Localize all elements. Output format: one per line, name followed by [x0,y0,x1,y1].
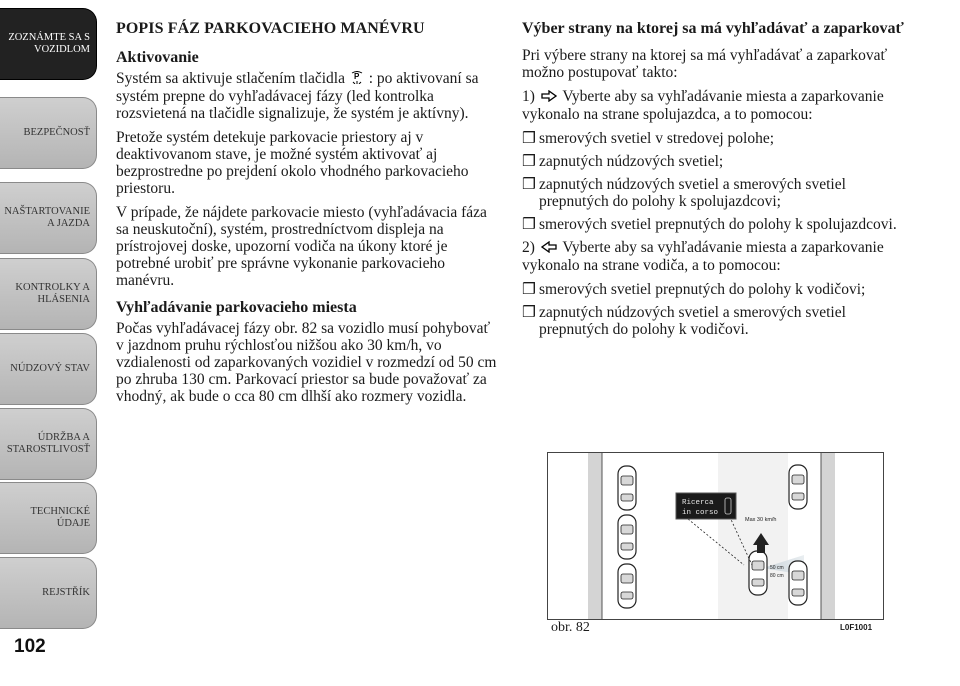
parked-car [789,561,807,605]
checkbox-bullet-icon: ❒ [522,175,536,193]
section-title: POPIS FÁZ PARKOVACIEHO MANÉVRU [116,20,425,37]
bullet-item [522,304,912,338]
moving-car [749,551,767,595]
activation-text-a: Systém sa aktivuje stlačením tlačidla [116,70,345,87]
arrow-right-icon [541,89,557,106]
distance-label-1: 50 cm [770,565,784,571]
activation-text-b: : po aktivovaní sa systém prepne do vyhľadávacej fázy (led kontrolka rozsvietená na tlačidle signalizuje, že systém je aktívny). [116,70,479,122]
option-1-number: 1) [522,88,535,105]
side-selection-intro: Pri výbere strany na ktorej sa má vyhľadávať a zaparkovať možno postupovať takto: [522,47,888,81]
chapter-tab-label: REJSTŘÍK [42,587,90,598]
chapter-tab[interactable] [0,182,97,254]
chapter-tab[interactable] [0,557,97,629]
bullet-text: zapnutých núdzových svetiel a smerových svetiel prepnutých do polohy k spolujazdcovi; [539,175,846,210]
option-2-number: 2) [522,238,535,256]
bullet-item [522,281,912,298]
option-2 [522,239,912,274]
search-heading: Vyhľadávanie parkovacieho miesta [116,298,357,316]
speed-label: Max 30 km/h [745,517,777,523]
chapter-tab-label: TECHNICKÉ [30,506,90,517]
display-line-1: Ricerca [682,499,714,507]
chapter-tab-label: HLÁSENIA [37,294,90,305]
activation-paragraph-2: Pretože systém detekuje parkovacie priestory aj v deaktivovanom stave, je možné systém aktivovať aj bezprostredne po prejdení okolo vhodného parkovacieho priestoru. [116,128,469,197]
chapter-tab-label: ÚDRŽBA A [37,432,90,443]
parked-car [618,466,636,510]
option-1 [522,88,912,123]
checkbox-bullet-icon: ❒ [522,280,536,298]
bullet-text: smerových svetiel prepnutých do polohy k spolujazdcovi. [539,215,897,233]
option-2-bullets [522,281,912,338]
figure-code: L0F1001 [840,623,873,632]
search-paragraph: Počas vyhľadávacej fázy obr. 82 sa vozidlo musí pohybovať v jazdnom pruhu rýchlosťou nižšou ako 30 km/h, vo vzdialenosti od zaparkovaných vozidiel v rozmedzí od 50 cm po zhruba 130 cm. Parkovací priestor sa bude považovať za vhodný, ak bude o cca 80 cm dlhší ako rozmery vozidla. [116,319,497,405]
chapter-tab[interactable] [0,8,97,80]
chapter-tab-label: VOZIDLOM [34,44,90,55]
checkbox-bullet-icon: ❒ [522,215,536,233]
parking-diagram [548,453,883,619]
page-number: 102 [14,636,46,657]
bullet-text: smerových svetiel prepnutých do polohy k vodičovi; [539,280,866,298]
chapter-tabs [0,0,100,640]
left-column [116,20,500,412]
bullet-item [522,130,912,147]
bullet-text: zapnutých núdzových svetiel a smerových svetiel prepnutých do polohy k vodičovi. [539,303,846,338]
bullet-text: zapnutých núdzových svetiel; [539,152,724,170]
bullet-item [522,216,912,233]
chapter-tab[interactable] [0,258,97,330]
activation-heading: Aktivovanie [116,49,199,66]
chapter-tab-label: STAROSTLIVOSŤ [6,444,90,455]
option-1-text: Vyberte aby sa vyhľadávanie miesta a zaparkovanie vykonalo na strane spolujazdca, a to pomocou: [522,88,884,123]
activation-paragraph-1 [116,70,500,122]
parking-search-figure [547,452,884,620]
option-2-text: Vyberte aby sa vyhľadávanie miesta a zaparkovanie vykonalo na strane vodiča, a to pomocou: [522,238,884,274]
chapter-tab[interactable] [0,482,97,554]
right-column [522,20,912,344]
chapter-tab-label: ZOZNÁMTE SA S [8,32,90,43]
checkbox-bullet-icon: ❒ [522,303,536,321]
activation-paragraph-3: V prípade, že nájdete parkovacie miesto (vyhľadávacia fáza sa neuskutoční), systém, prostredníctvom displeja na prístrojovej doske, upozorní vodiča na úkony ktoré je potrebné urobiť pre správne vykonanie parkovacieho manévru. [116,203,487,289]
chapter-tab-label: NAŠTARTOVANIE [4,206,90,217]
distance-label-2: 80 cm [770,573,784,579]
svg-text:P: P [353,71,360,81]
parking-sensor-icon [351,71,363,88]
bullet-text: smerových svetiel v stredovej polohe; [539,129,775,147]
option-1-bullets [522,130,912,233]
side-selection-heading: Výber strany na ktorej sa má vyhľadávať a zaparkovať [522,20,904,37]
chapter-tab[interactable] [0,97,97,169]
left-curb [588,453,602,619]
chapter-tab-label: BEZPEČNOSŤ [23,127,90,138]
parked-car [618,515,636,559]
chapter-tab-label: A JAZDA [47,218,90,229]
arrow-left-icon [541,240,557,257]
checkbox-bullet-icon: ❒ [522,152,536,170]
chapter-tab-label: KONTROLKY A [15,282,90,293]
chapter-tab[interactable] [0,408,97,480]
bullet-item [522,176,912,210]
bullet-item [522,153,912,170]
chapter-tab[interactable] [0,333,97,405]
display-line-2: in corso [682,509,719,517]
parked-car [789,465,807,509]
checkbox-bullet-icon: ❒ [522,129,536,147]
parked-car [618,564,636,608]
right-curb [821,453,835,619]
display-car-icon [725,498,731,514]
chapter-tab-label: NÚDZOVÝ STAV [10,363,90,374]
chapter-tab-label: ÚDAJE [56,518,90,529]
figure-caption: obr. 82 [551,620,590,635]
